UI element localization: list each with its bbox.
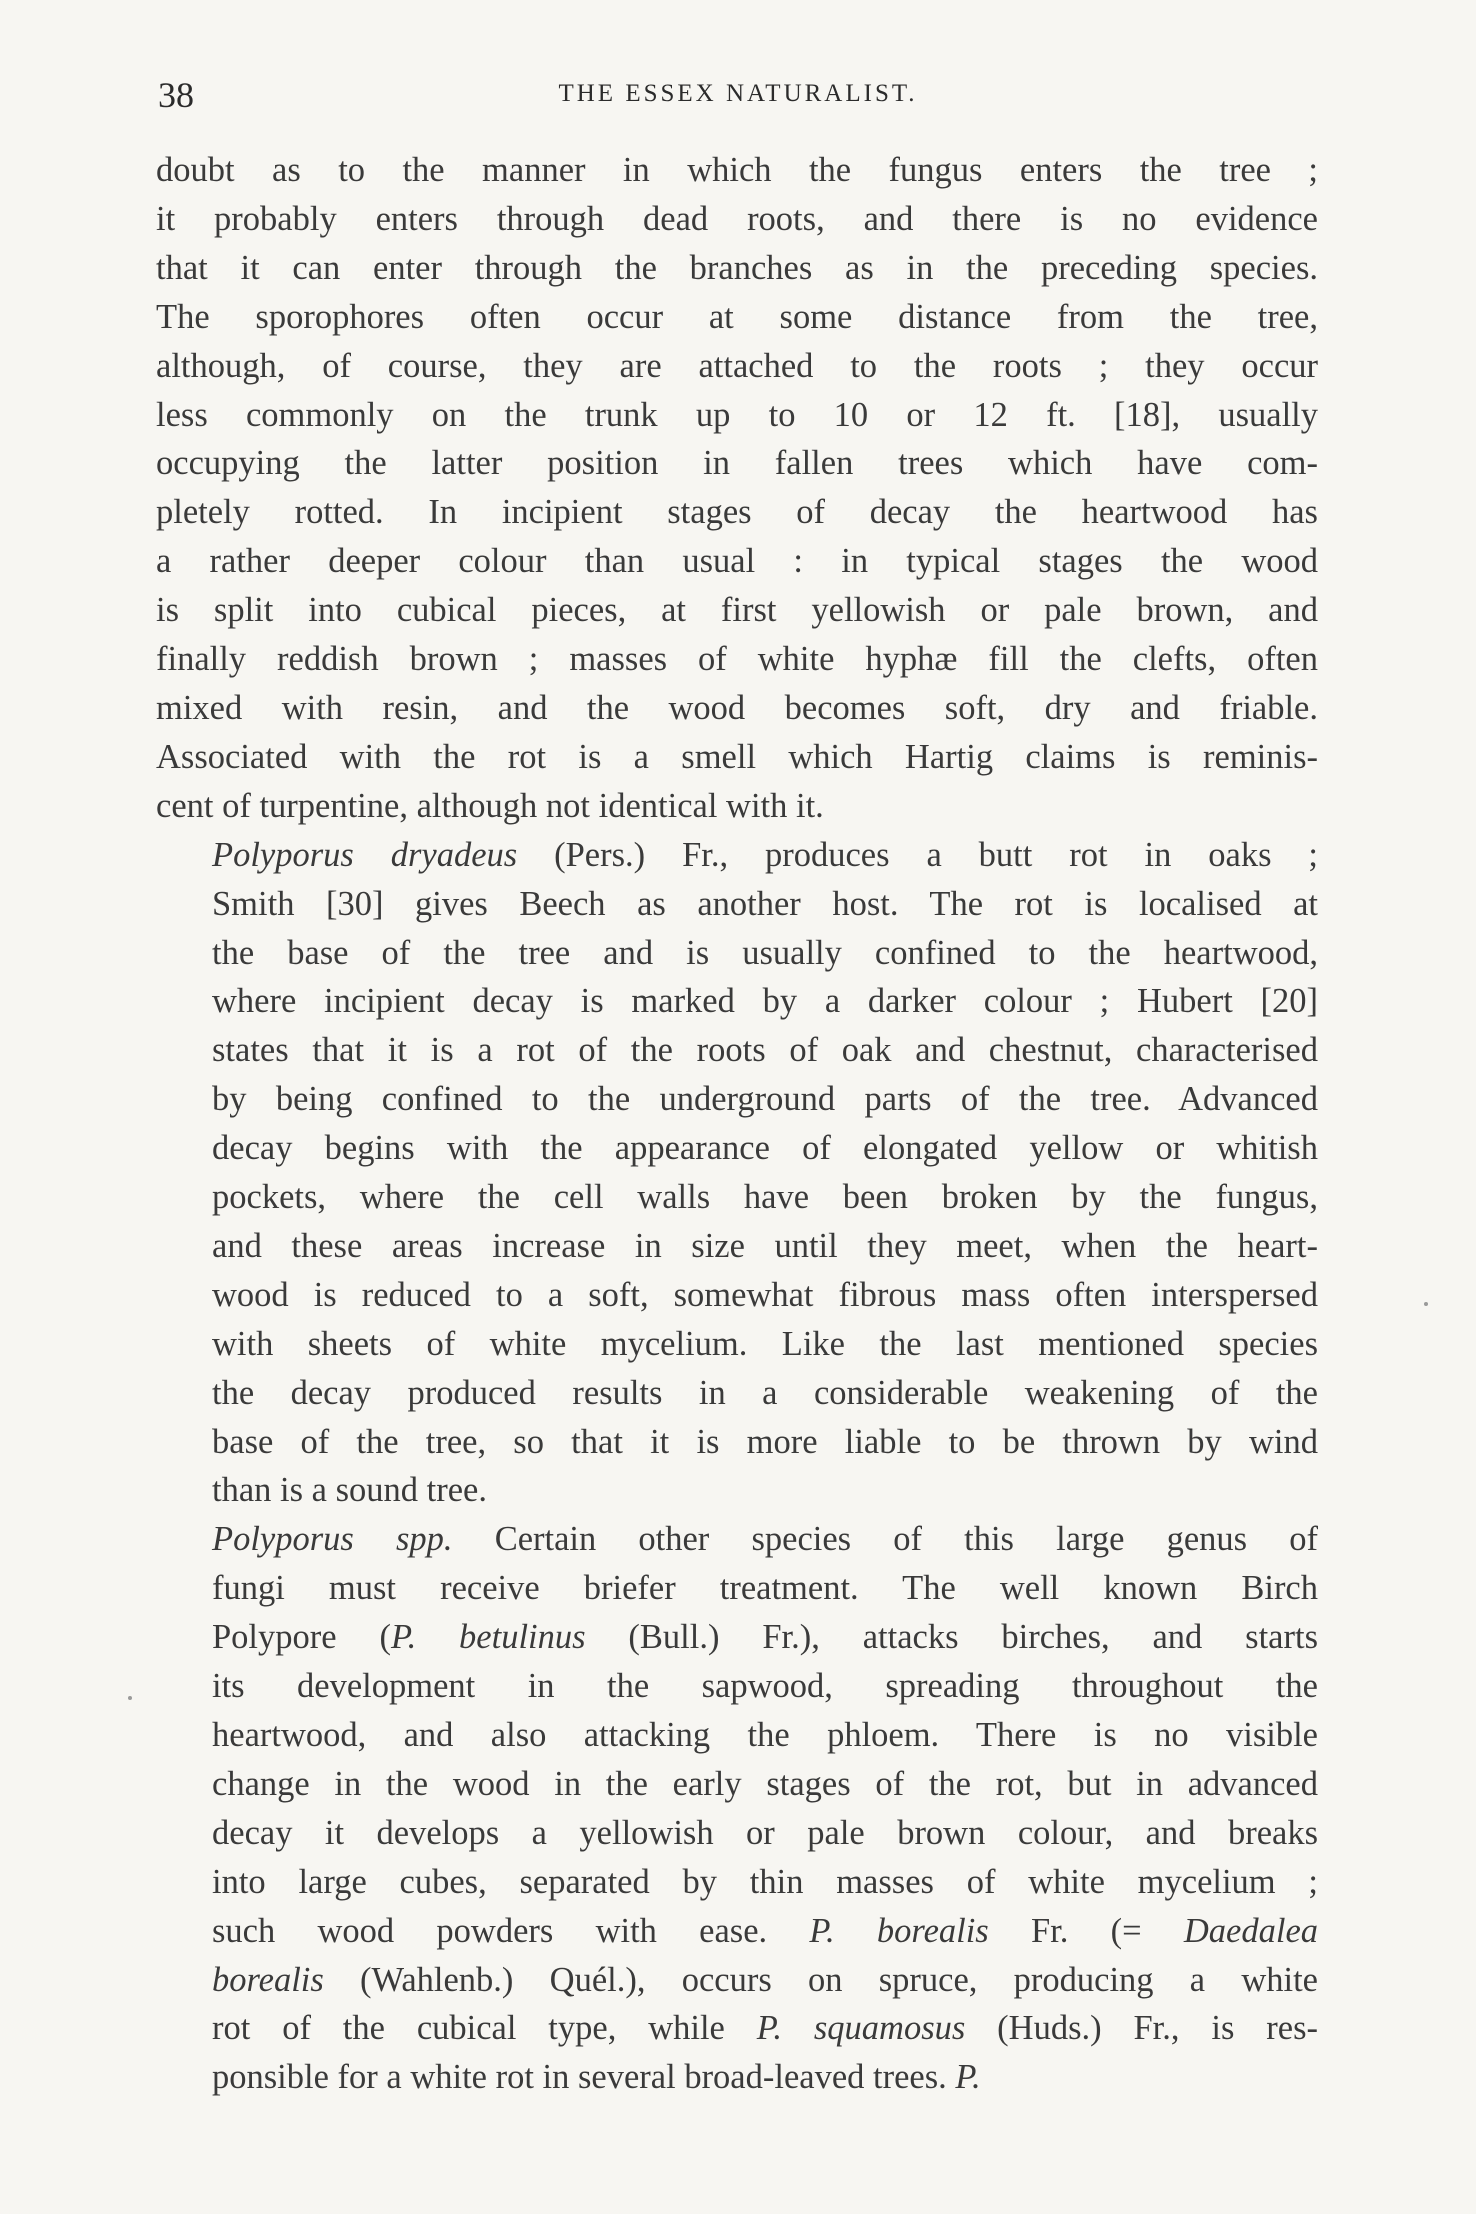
text-line: decay begins with the appearance of elongated yellow or whitish [212, 1129, 1318, 1168]
text-line: base of the tree, so that it is more liable to be thrown by wind [212, 1422, 1318, 1461]
text-line: the base of the tree and is usually confined to the heartwood, [212, 933, 1318, 972]
text-run: ponsible for a white rot in several broad-leaved trees. [212, 2058, 956, 2097]
text-line: less commonly on the trunk up to 10 or 12 ft. [18], usually [156, 395, 1318, 434]
text-line: the decay produced results in a considerable weakening of the [212, 1373, 1318, 1412]
text-line: a rather deeper colour than usual : in typical stages the wood [156, 542, 1318, 581]
italic-taxon-name: borealis [212, 1960, 324, 1999]
text-run: (Wahlenb.) Quél.), occurs on spruce, producing a white [323, 1960, 1318, 1999]
text-line [156, 831, 1318, 880]
text-line: its development in the sapwood, spreading throughout the [212, 1667, 1318, 1706]
text-line: The sporophores often occur at some distance from the tree, [156, 297, 1318, 336]
margin-speck [1424, 1302, 1428, 1306]
paragraph [156, 146, 1318, 831]
text-run: such wood powders with ease. [212, 1911, 810, 1950]
text-run: (Bull.) Fr.), attacks birches, and starts [585, 1618, 1318, 1657]
italic-taxon-name: Polyporus spp. [212, 1520, 453, 1559]
text-line [156, 1956, 1318, 2005]
text-line [156, 2053, 1318, 2102]
text-line: change in the wood in the early stages of the rot, but in advanced [212, 1764, 1318, 1803]
italic-taxon-name: P. betulinus [390, 1618, 586, 1657]
text-line: decay it develops a yellowish or pale brown colour, and breaks [212, 1813, 1318, 1852]
text-line [156, 1515, 1318, 1564]
text-line: pletely rotted. In incipient stages of decay the heartwood has [156, 493, 1318, 532]
text-line: than is a sound tree. [212, 1471, 487, 1510]
text-run: Polypore ( [212, 1618, 391, 1657]
text-line: into large cubes, separated by thin masses of white mycelium ; [212, 1862, 1318, 1901]
text-line [156, 1907, 1318, 1956]
running-head: THE ESSEX NATURALIST. [558, 80, 918, 107]
italic-taxon-name: Daedalea [1183, 1911, 1319, 1950]
text-line: and these areas increase in size until they meet, when the heart- [212, 1226, 1318, 1265]
text-run: rot of the cubical type, while [212, 2009, 757, 2048]
text-line: Associated with the rot is a smell which Hartig claims is reminis- [156, 737, 1318, 776]
text-line: pockets, where the cell walls have been broken by the fungus, [212, 1178, 1318, 1217]
text-run: Certain other species of this large genus of [452, 1520, 1319, 1559]
page-header [158, 74, 1318, 114]
italic-taxon-name: P. [955, 2058, 981, 2097]
text-run: (Pers.) Fr., produces a butt rot in oaks ; [517, 835, 1318, 874]
paragraph [156, 1515, 1318, 2102]
text-line: is split into cubical pieces, at first yellowish or pale brown, and [156, 591, 1318, 630]
text-run: (Huds.) Fr., is res- [965, 2009, 1318, 2048]
text-line: although, of course, they are attached to the roots ; they occur [156, 346, 1318, 385]
text-line [156, 2004, 1318, 2053]
text-line: fungi must receive briefer treatment. The well known Birch [212, 1569, 1318, 1608]
page-number: 38 [158, 75, 194, 115]
text-line: it probably enters through dead roots, and there is no evidence [156, 199, 1318, 238]
text-line: Smith [30] gives Beech as another host. The rot is localised at [212, 884, 1318, 923]
text-line: mixed with resin, and the wood becomes soft, dry and friable. [156, 688, 1318, 727]
margin-speck [128, 1696, 132, 1700]
text-line: with sheets of white mycelium. Like the last mentioned species [212, 1324, 1318, 1363]
text-run: Fr. (= [988, 1911, 1184, 1950]
text-line: states that it is a rot of the roots of oak and chestnut, characterised [212, 1031, 1318, 1070]
text-line: cent of turpentine, although not identical with it. [156, 786, 824, 825]
italic-taxon-name: P. borealis [809, 1911, 989, 1950]
paragraph [156, 831, 1318, 1516]
italic-taxon-name: Polyporus dryadeus [212, 835, 518, 874]
text-line: finally reddish brown ; masses of white hyphæ fill the clefts, often [156, 640, 1318, 679]
text-line: wood is reduced to a soft, somewhat fibrous mass often interspersed [212, 1275, 1318, 1314]
text-line: where incipient decay is marked by a darker colour ; Hubert [20] [212, 982, 1318, 1021]
text-line [156, 1613, 1318, 1662]
text-line: that it can enter through the branches as in the preceding species. [156, 248, 1318, 287]
text-line: by being confined to the underground parts of the tree. Advanced [212, 1080, 1318, 1119]
body-text [156, 146, 1318, 2102]
text-line: doubt as to the manner in which the fungus enters the tree ; [156, 151, 1318, 189]
text-line: heartwood, and also attacking the phloem. There is no visible [212, 1716, 1318, 1754]
text-line: occupying the latter position in fallen trees which have com- [156, 444, 1318, 483]
italic-taxon-name: P. squamosus [756, 2009, 966, 2048]
